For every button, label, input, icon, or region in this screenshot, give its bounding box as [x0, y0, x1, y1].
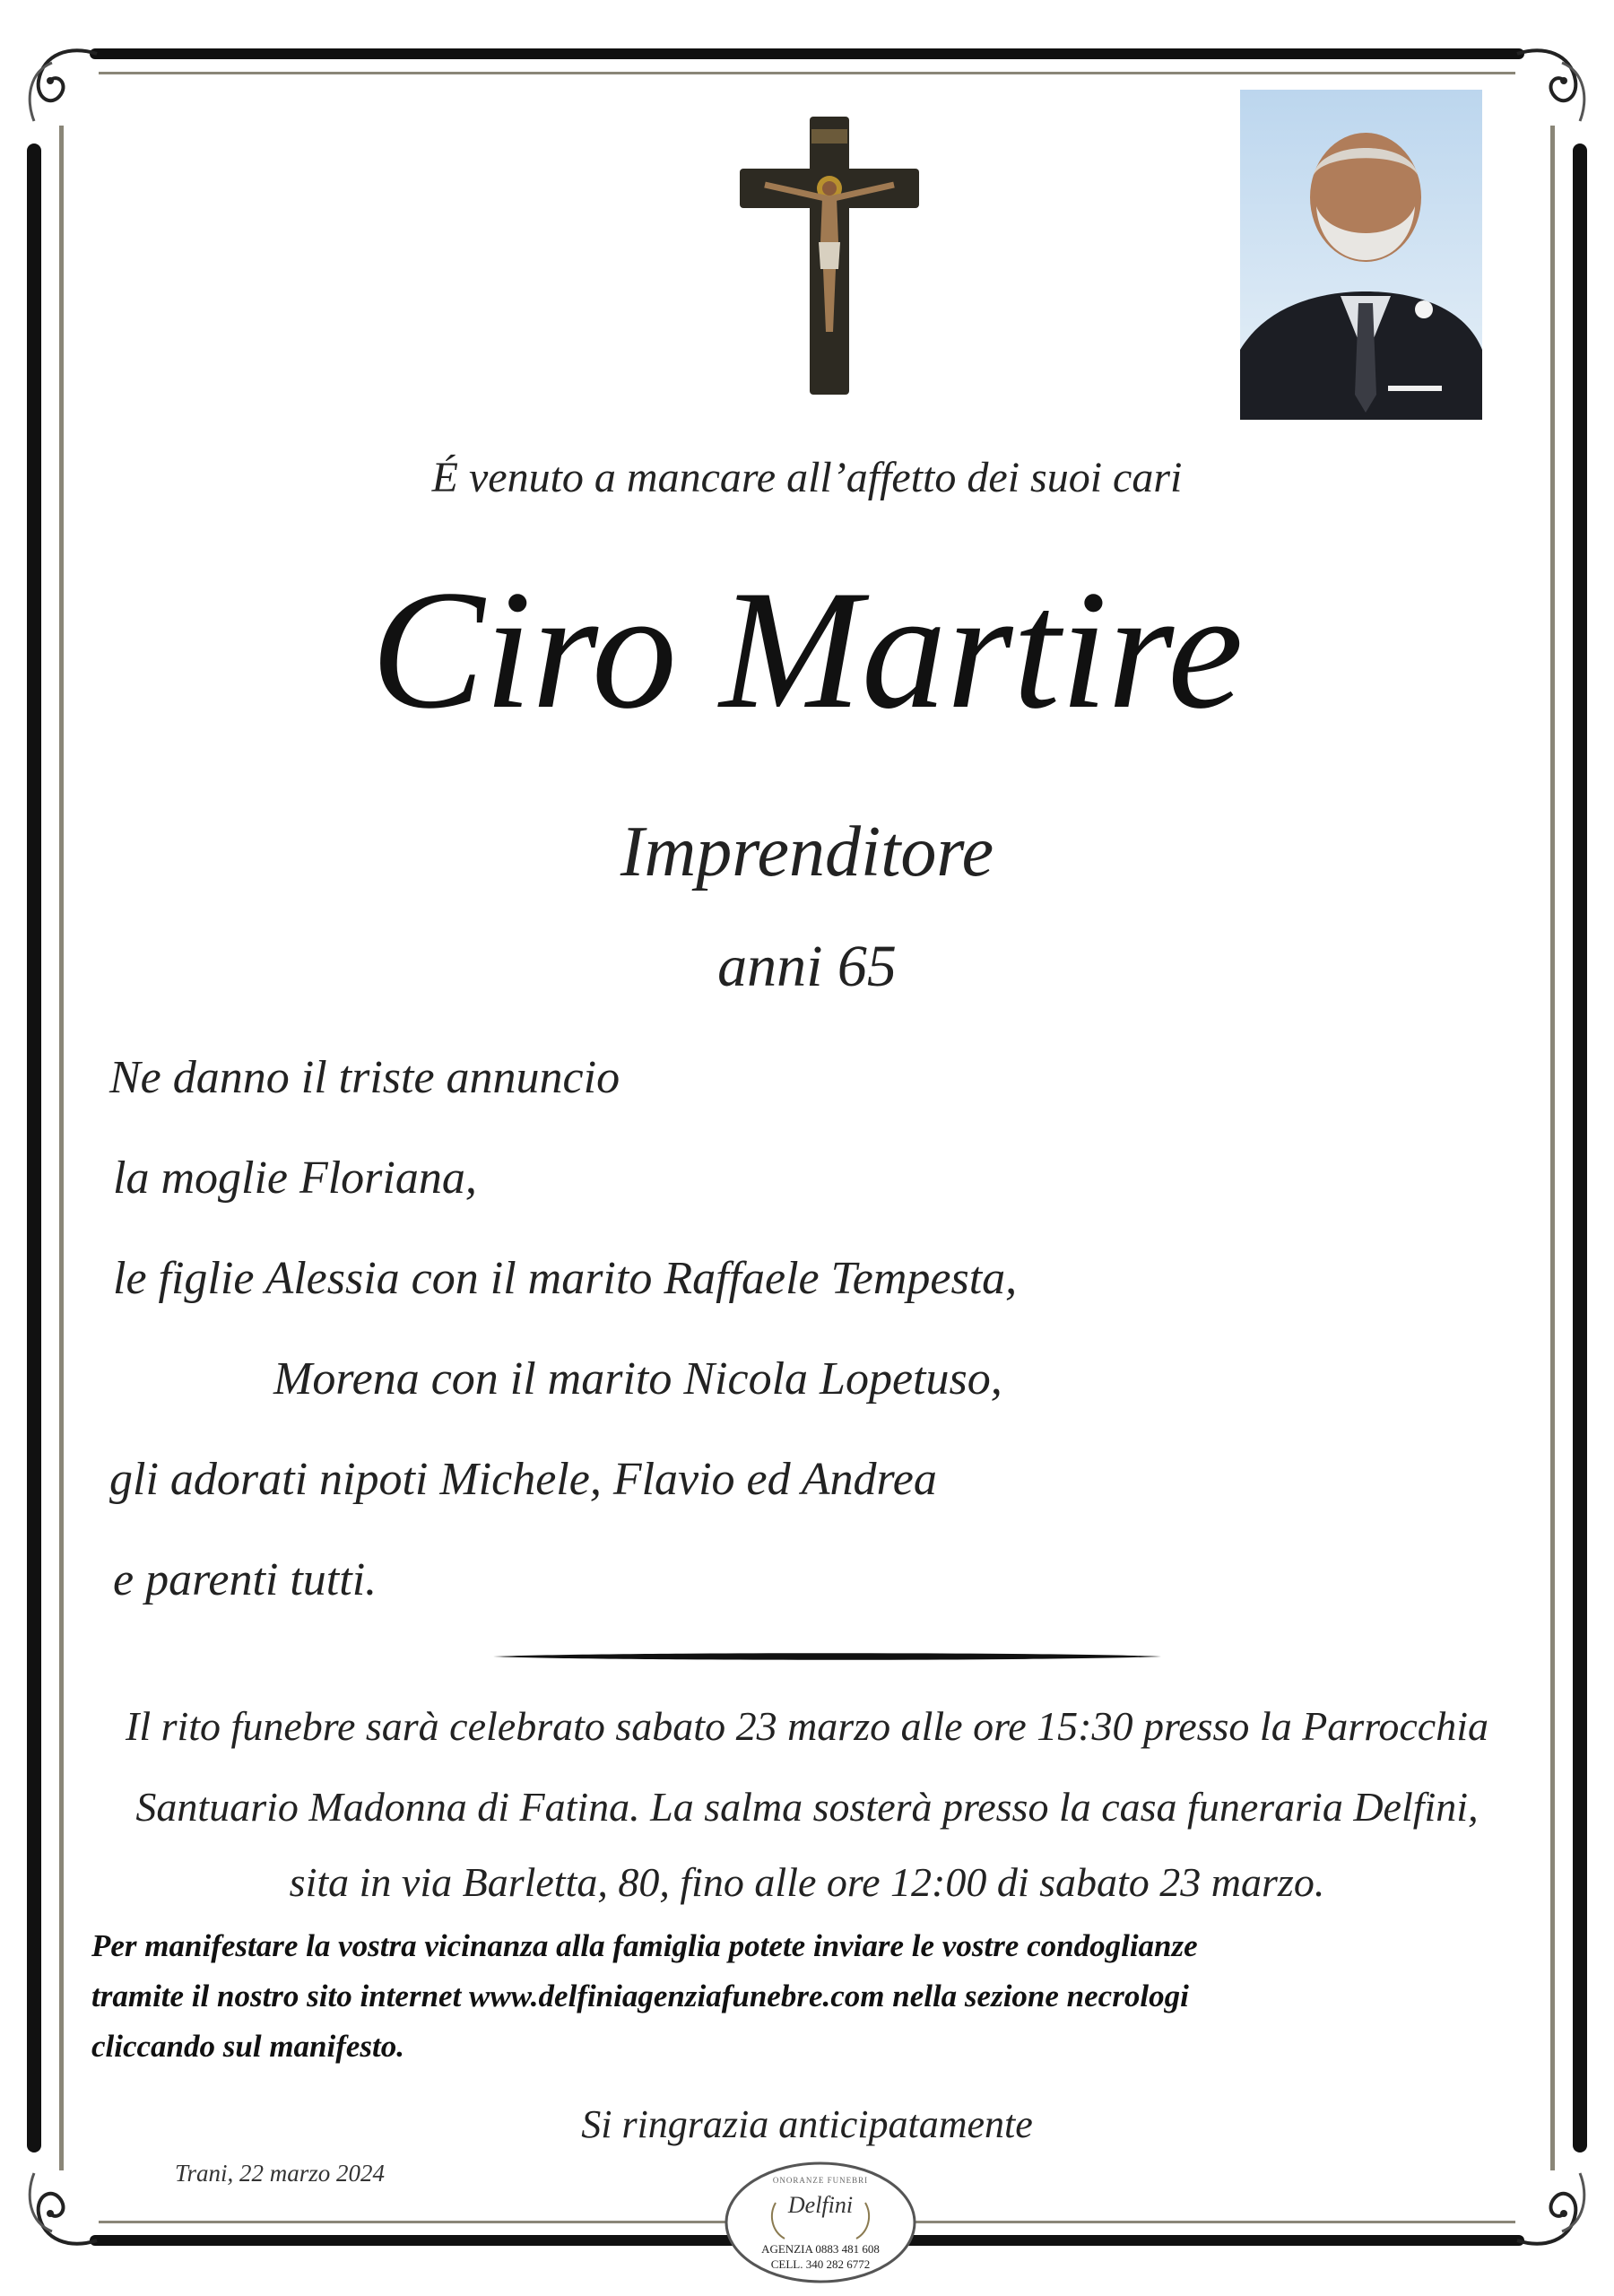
family-line: Ne danno il triste annuncio	[109, 1052, 620, 1103]
frame-right-bar	[1573, 144, 1587, 2152]
rite-line: Il rito funebre sarà celebrato sabato 23 marzo alle ore 15:30 presso la Parrocchia	[126, 1703, 1488, 1749]
logo-name: Delfini	[787, 2192, 854, 2218]
corner-ornament-bottom-left	[16, 2160, 115, 2258]
condolences-line: tramite il nostro sito internet www.delfiniagenziafunebre.com nella sezione necrologi	[91, 1979, 1189, 2013]
intro-text: É venuto a mancare all’affetto dei suoi cari	[431, 454, 1183, 501]
family-line: le figlie Alessia con il marito Raffaele Tempesta,	[113, 1253, 1018, 1304]
profession-text: Imprenditore	[620, 813, 994, 891]
frame-left-bar	[27, 144, 41, 2152]
logo-agency-phone: AGENZIA 0883 481 608	[761, 2242, 880, 2256]
family-line: la moglie Floriana,	[113, 1152, 477, 1204]
corner-ornament-top-right	[1499, 36, 1598, 135]
frame-top-bar	[90, 48, 1524, 59]
age-text: anni 65	[717, 934, 897, 999]
deceased-name: Ciro Martire	[370, 556, 1244, 744]
family-line: e parenti tutti.	[113, 1554, 377, 1605]
corner-ornament-bottom-right	[1499, 2160, 1598, 2258]
thanks-text: Si ringrazia anticipatamente	[581, 2102, 1033, 2146]
condolences-line: cliccando sul manifesto.	[91, 2029, 405, 2064]
crucifix-icon	[740, 117, 919, 395]
logo-cell-phone: CELL. 340 282 6772	[770, 2257, 871, 2271]
frame-inner-left	[59, 126, 64, 2170]
rite-line: Santuario Madonna di Fatina. La salma sosterà presso la casa funeraria Delfini,	[135, 1784, 1479, 1830]
portrait-photo	[1240, 90, 1482, 420]
frame-inner-top	[99, 72, 1515, 74]
family-line: gli adorati nipoti Michele, Flavio ed Andrea	[109, 1454, 937, 1505]
separator-line	[493, 1652, 1161, 1661]
place-date: Trani, 22 marzo 2024	[175, 2160, 386, 2187]
family-line: Morena con il marito Nicola Lopetuso,	[273, 1353, 1002, 1405]
agency-logo	[722, 2160, 919, 2285]
condolences-line: Per manifestare la vostra vicinanza alla famiglia potete inviare le vostre condoglianze	[91, 1928, 1198, 1963]
frame-inner-right	[1550, 126, 1555, 2170]
rite-line: sita in via Barletta, 80, fino alle ore 12:00 di sabato 23 marzo.	[289, 1859, 1325, 1905]
logo-tagline: ONORANZE FUNEBRI	[772, 2176, 869, 2185]
corner-ornament-top-left	[16, 36, 115, 135]
